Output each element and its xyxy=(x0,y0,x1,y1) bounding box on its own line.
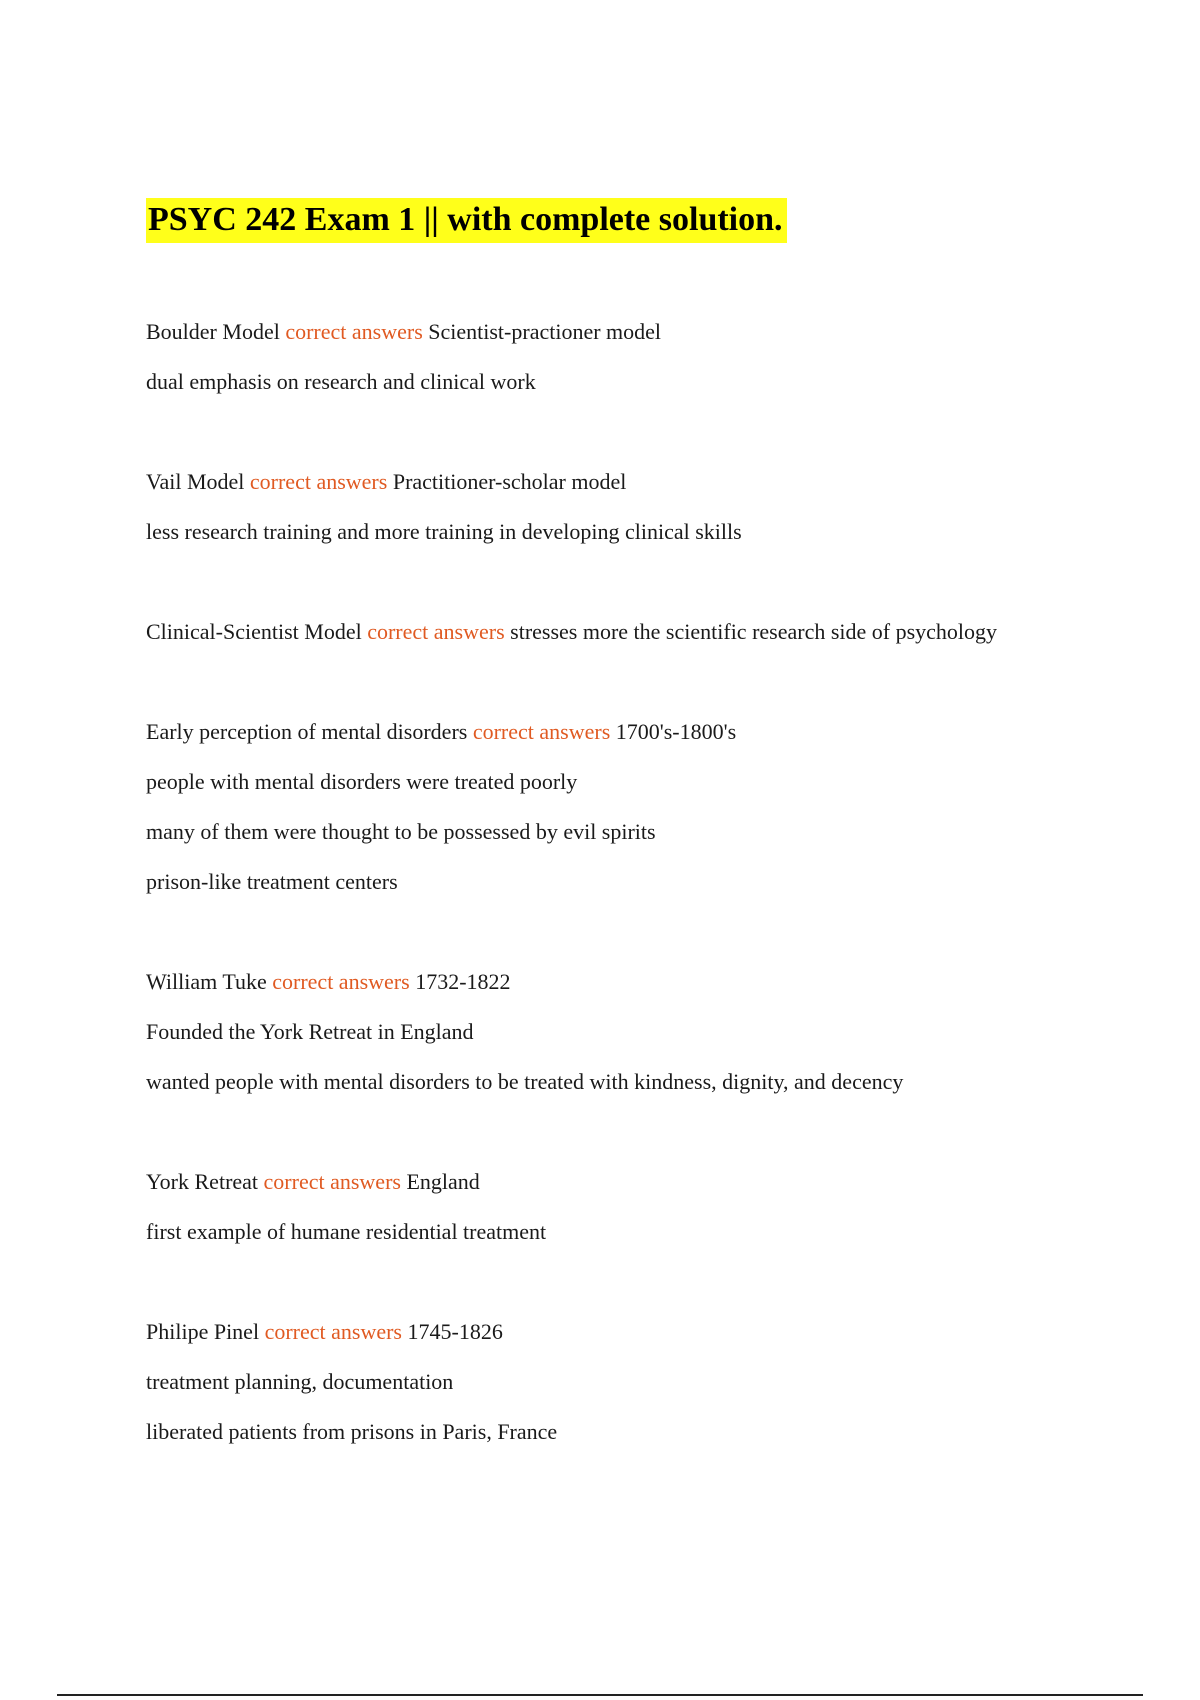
qa-term: York Retreat xyxy=(146,1169,259,1194)
qa-answer: 1732-1822 xyxy=(415,969,511,994)
qa-detail-line: first example of humane residential treatment xyxy=(146,1219,547,1244)
qa-first-line xyxy=(146,967,1146,1017)
title-wrap xyxy=(146,198,787,243)
qa-first-line xyxy=(146,1167,1146,1217)
qa-answer: 1745-1826 xyxy=(407,1319,503,1344)
qa-answer: Scientist-practioner model xyxy=(428,319,662,344)
qa-detail-line: treatment planning, documentation xyxy=(146,1369,454,1394)
qa-detail-line: liberated patients from prisons in Paris, France xyxy=(146,1419,558,1444)
answer-tag: correct answers xyxy=(272,969,410,994)
qa-first-line xyxy=(146,1317,1146,1367)
qa-entry xyxy=(146,617,1146,667)
qa-entry xyxy=(146,1167,1146,1267)
qa-first-line xyxy=(146,717,1146,767)
qa-answer: 1700's-1800's xyxy=(615,719,737,744)
qa-term: Vail Model xyxy=(146,469,245,494)
answer-tag: correct answers xyxy=(249,469,388,494)
qa-detail-line: Founded the York Retreat in England xyxy=(146,1019,474,1044)
qa-term: Early perception of mental disorders xyxy=(146,719,468,744)
answer-tag: correct answers xyxy=(472,719,611,744)
qa-first-line xyxy=(146,317,1146,367)
qa-answer: Practitioner-scholar model xyxy=(392,469,627,494)
qa-detail-line: prison-like treatment centers xyxy=(146,869,398,894)
qa-detail-line: people with mental disorders were treated poorly xyxy=(146,769,578,794)
qa-entries xyxy=(146,317,1146,1517)
qa-entry xyxy=(146,717,1146,917)
footer-rule xyxy=(57,1694,1143,1696)
qa-detail-line: many of them were thought to be possessed by evil spirits xyxy=(146,819,656,844)
qa-answer: England xyxy=(406,1169,480,1194)
qa-term: Philipe Pinel xyxy=(146,1319,260,1344)
qa-entry xyxy=(146,317,1146,417)
qa-detail-line: dual emphasis on research and clinical work xyxy=(146,369,536,394)
qa-detail-line: less research training and more training in developing clinical skills xyxy=(146,519,742,544)
qa-first-line xyxy=(146,617,1146,667)
answer-tag: correct answers xyxy=(264,1319,402,1344)
answer-tag: correct answers xyxy=(263,1169,401,1194)
answer-tag: correct answers xyxy=(285,319,423,344)
qa-term: Boulder Model xyxy=(146,319,280,344)
qa-detail-line: wanted people with mental disorders to be treated with kindness, dignity, and decency xyxy=(146,1069,904,1094)
answer-tag: correct answers xyxy=(367,619,505,644)
document-title: PSYC 242 Exam 1 || with complete solution. xyxy=(146,198,787,243)
qa-term: Clinical-Scientist Model xyxy=(146,619,362,644)
qa-entry xyxy=(146,467,1146,567)
qa-answer: stresses more the scientific research side of psychology xyxy=(510,619,998,644)
qa-entry xyxy=(146,967,1146,1117)
qa-first-line xyxy=(146,467,1146,517)
qa-entry xyxy=(146,1317,1146,1467)
qa-term: William Tuke xyxy=(146,969,267,994)
